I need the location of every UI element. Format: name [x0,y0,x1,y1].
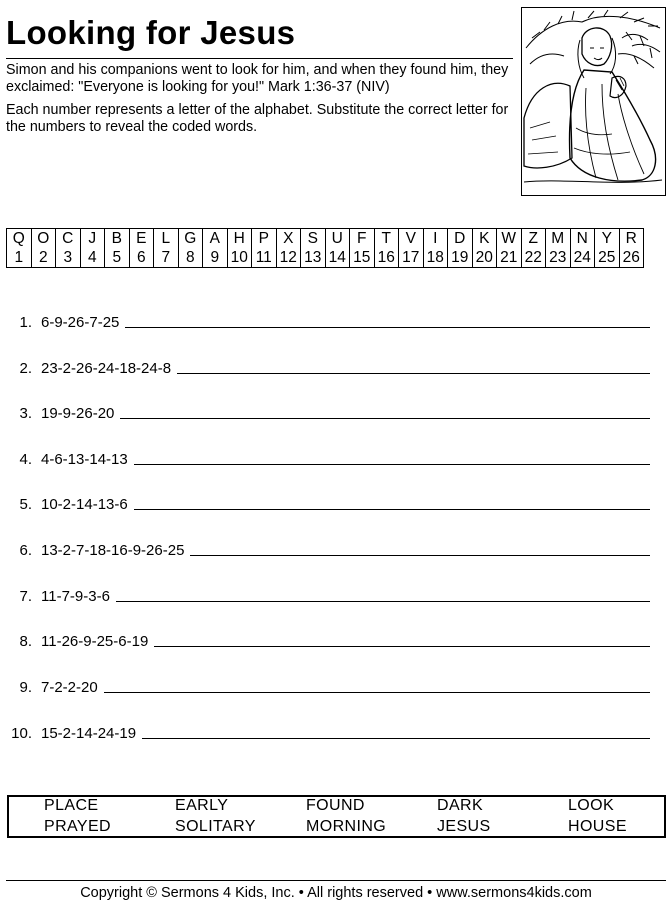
cipher-number-cell: 10 [227,248,252,268]
answer-line[interactable] [190,555,650,556]
puzzle-number: 4. [19,451,32,468]
cipher-number-cell: 3 [56,248,81,268]
puzzle-item [8,725,650,742]
page-title: Looking for Jesus [6,14,296,51]
puzzle-code: 7-2-2-20 [41,679,98,696]
praying-jesus-drawing [522,8,664,194]
puzzle-code: 23-2-26-24-18-24-8 [41,360,172,377]
puzzle-item [8,451,650,468]
cipher-letter-cell: R [619,229,644,249]
cipher-number-cell: 16 [374,248,399,268]
cipher-letter-cell: N [570,229,595,249]
cipher-number-cell: 14 [325,248,350,268]
cipher-letter-cell: Y [595,229,620,249]
word-bank-word: PRAYED [44,818,112,835]
puzzle-number: 9. [19,679,32,696]
word-bank-word: HOUSE [568,818,627,835]
cipher-letter-cell: X [276,229,301,249]
word-bank-word: EARLY [175,797,229,814]
answer-line[interactable] [177,373,650,374]
answer-line[interactable] [116,601,650,602]
intro-text [6,62,516,136]
cipher-letter-cell: T [374,229,399,249]
word-bank-word: SOLITARY [175,818,256,835]
cipher-number-cell: 7 [154,248,179,268]
cipher-letters-row [7,229,644,249]
answer-line[interactable] [134,464,650,465]
puzzle-code: 4-6-13-14-13 [41,451,128,468]
cipher-number-cell: 5 [105,248,130,268]
cipher-number-cell: 24 [570,248,595,268]
cipher-number-cell: 21 [497,248,522,268]
cipher-number-cell: 20 [472,248,497,268]
puzzle-number: 3. [19,405,32,422]
puzzle-item [8,314,650,331]
cipher-letter-cell: M [546,229,571,249]
cipher-number-cell: 8 [178,248,203,268]
cipher-letter-cell: S [301,229,326,249]
puzzle-code: 11-7-9-3-6 [41,588,110,605]
cipher-number-cell: 13 [301,248,326,268]
word-bank-word: LOOK [568,797,615,814]
puzzle-code: 13-2-7-18-16-9-26-25 [41,542,185,559]
instructions-text: Each number represents a letter of the alphabet. Substitute the correct letter for the numbers to reveal the coded words. [6,102,509,135]
cipher-number-cell: 19 [448,248,473,268]
cipher-number-cell: 18 [423,248,448,268]
cipher-number-cell: 9 [203,248,228,268]
cipher-letter-cell: F [350,229,375,249]
cipher-letter-cell: U [325,229,350,249]
puzzle-item [8,360,650,377]
cipher-number-cell: 4 [80,248,105,268]
cipher-letter-cell: K [472,229,497,249]
cipher-numbers-row [7,248,644,268]
cipher-letter-cell: A [203,229,228,249]
cipher-number-cell: 26 [619,248,644,268]
answer-line[interactable] [125,327,650,328]
puzzle-number: 1. [19,314,32,331]
puzzle-code: 11-26-9-25-6-19 [41,633,149,650]
word-bank-word: FOUND [306,797,365,814]
puzzle-number: 2. [19,360,32,377]
answer-line[interactable] [142,738,650,739]
cipher-letter-cell: W [497,229,522,249]
cipher-letter-cell: P [252,229,277,249]
puzzle-number: 10. [11,725,32,742]
title-divider [6,58,513,59]
puzzle-item [8,405,650,422]
puzzle-number: 5. [19,496,32,513]
cipher-letter-cell: C [56,229,81,249]
cipher-number-cell: 12 [276,248,301,268]
cipher-letter-cell: V [399,229,424,249]
cipher-number-cell: 15 [350,248,375,268]
cipher-number-cell: 17 [399,248,424,268]
cipher-letter-cell: G [178,229,203,249]
cipher-letter-cell: L [154,229,179,249]
answer-line[interactable] [154,646,650,647]
answer-line[interactable] [104,692,650,693]
puzzle-number: 8. [19,633,32,650]
word-bank-word: PLACE [44,797,99,814]
cipher-letter-cell: J [80,229,105,249]
cipher-letter-cell: H [227,229,252,249]
cipher-number-cell: 2 [31,248,56,268]
footer-divider [6,880,666,881]
cipher-number-cell: 1 [7,248,32,268]
puzzle-item [8,496,650,513]
puzzle-number: 6. [19,542,32,559]
cipher-number-cell: 22 [521,248,546,268]
cipher-letter-cell: O [31,229,56,249]
puzzle-code: 19-9-26-20 [41,405,115,422]
word-bank-word: JESUS [437,818,491,835]
cipher-letter-cell: B [105,229,130,249]
puzzle-item [8,633,650,650]
cipher-number-cell: 6 [129,248,154,268]
puzzle-item [8,542,650,559]
copyright-footer: Copyright © Sermons 4 Kids, Inc. • All rights reserved • www.sermons4kids.com [80,885,592,901]
cipher-number-cell: 25 [595,248,620,268]
word-bank [7,795,666,838]
cipher-number-cell: 11 [252,248,277,268]
praying-jesus-illustration [521,7,666,196]
puzzle-code: 6-9-26-7-25 [41,314,120,331]
answer-line[interactable] [134,509,650,510]
puzzle-item [8,588,650,605]
cipher-number-cell: 23 [546,248,571,268]
word-bank-word: DARK [437,797,484,814]
puzzle-code: 10-2-14-13-6 [41,496,128,513]
puzzle-number: 7. [19,588,32,605]
cipher-letter-cell: E [129,229,154,249]
answer-line[interactable] [120,418,650,419]
cipher-letter-cell: I [423,229,448,249]
puzzle-item [8,679,650,696]
cipher-letter-cell: D [448,229,473,249]
word-bank-word: MORNING [306,818,387,835]
scripture-text: Simon and his companions went to look for him, and when they found him, they exclaimed: "Everyone is looking for you!" Mark 1:36-37 (NIV) [6,62,509,95]
puzzle-code: 15-2-14-24-19 [41,725,137,742]
cipher-letter-cell: Q [7,229,32,249]
cipher-key-table [6,228,644,268]
cipher-letter-cell: Z [521,229,546,249]
